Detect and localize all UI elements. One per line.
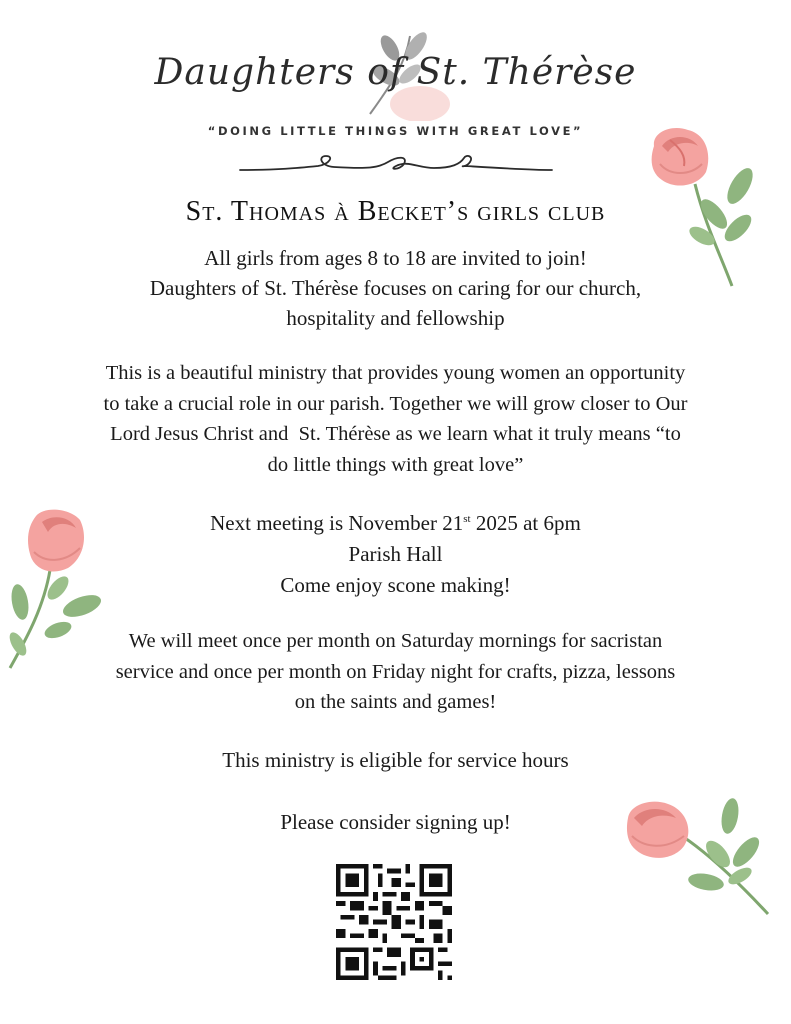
meeting-activity: Come enjoy scone making! <box>280 573 511 597</box>
schedule-paragraph <box>55 626 736 718</box>
description-line: Lord Jesus Christ and St. Thérèse as we learn what it truly means “to <box>110 423 681 445</box>
intro-line: Daughters of St. Thérèse focuses on caring for our church, <box>149 276 642 300</box>
decorative-divider <box>238 152 554 182</box>
description-line: to take a crucial role in our parish. Together we will grow closer to Our <box>103 392 688 415</box>
next-meeting-date: Next meeting is November 21st 2025 at 6pm <box>210 511 581 535</box>
description-paragraph <box>50 358 741 480</box>
page-title: St. Thomas à Becket’s girls club <box>185 196 606 227</box>
rose-icon <box>640 124 765 294</box>
intro-line: All girls from ages 8 to 18 are invited to join! <box>204 246 587 270</box>
schedule-line: We will meet once per month on Saturday mornings for sacristan <box>128 630 663 652</box>
service-hours-note: This ministry is eligible for service hours <box>222 748 569 772</box>
description-line: This is a beautiful ministry that provides young women an opportunity <box>105 362 686 384</box>
schedule-line: on the saints and games! <box>294 691 497 713</box>
tagline: “DOING LITTLE THINGS WITH GREAT LOVE” <box>207 124 584 138</box>
rose-icon <box>622 796 772 920</box>
next-meeting-block <box>0 508 791 601</box>
intro-line: hospitality and fellowship <box>286 306 505 330</box>
logo-text: Daughters of St. Thérèse <box>154 52 637 93</box>
description-line: do little things with great love” <box>267 453 524 476</box>
meeting-location: Parish Hall <box>348 542 443 566</box>
rose-icon <box>4 506 114 672</box>
date-ordinal: st <box>463 513 471 525</box>
qr-code[interactable] <box>336 864 452 980</box>
call-to-action: Please consider signing up! <box>280 810 511 834</box>
schedule-line: service and once per month on Friday night for crafts, pizza, lessons <box>115 660 676 683</box>
